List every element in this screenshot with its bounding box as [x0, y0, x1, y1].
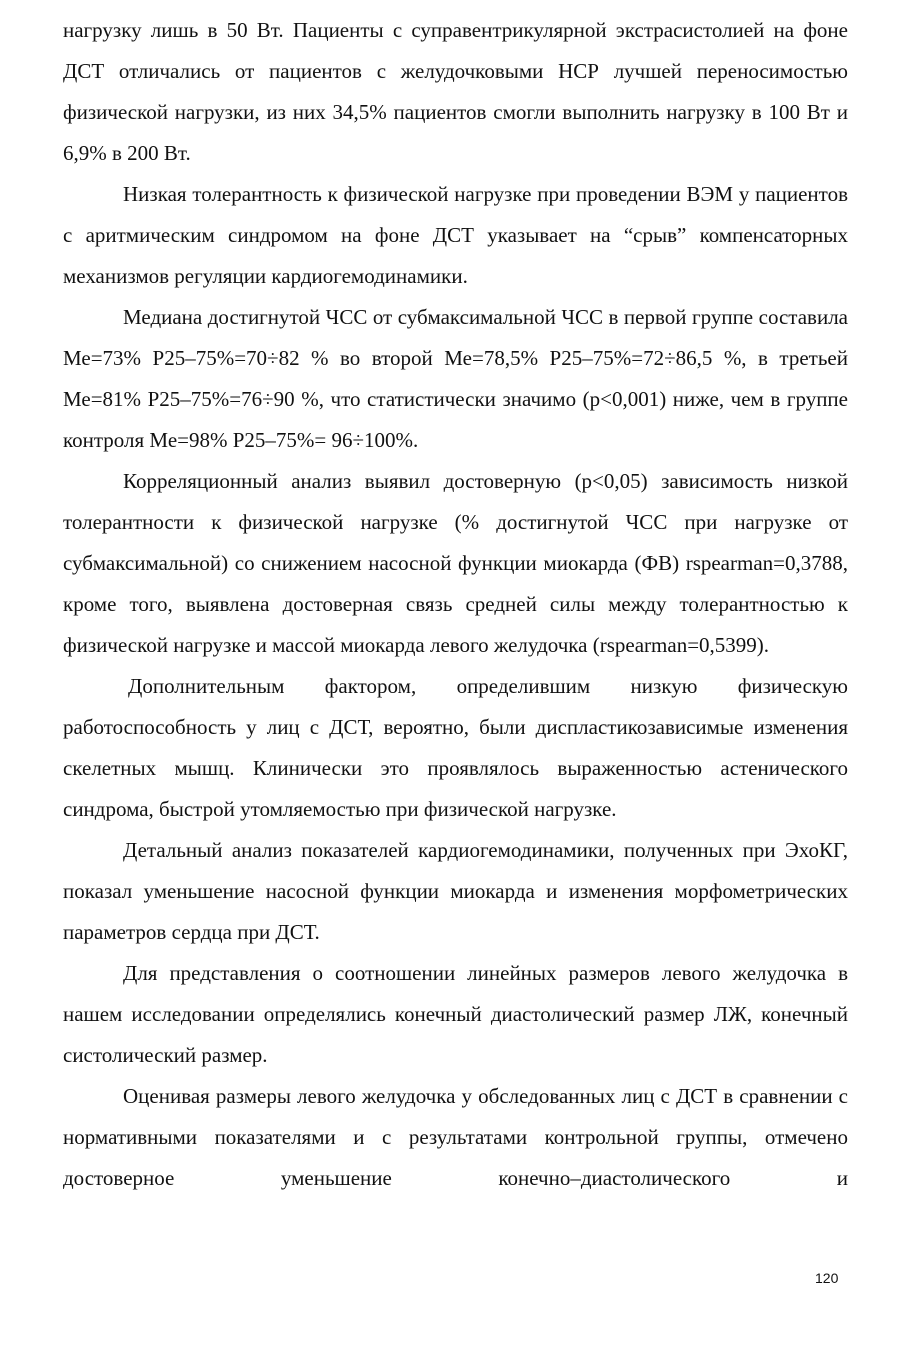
paragraph-8: Оценивая размеры левого желудочка у обследованных лиц с ДСТ в сравнении с нормативными показателями и с результатами контрольной группы, отмечено достоверное уменьшение конечно–диастолического и [63, 1084, 848, 1190]
paragraph-5: Дополнительным фактором, определившим низкую физическую работоспособность у лиц с ДСТ, вероятно, были диспластикозависимые изменения скелетных мышц. Клинически это проявлялось выраженностью астенического синдрома, быстрой утомляемостью при физической нагрузке. [63, 674, 848, 821]
paragraph-1: нагрузку лишь в 50 Вт. Пациенты с суправентрикулярной экстрасистолией на фоне ДСТ отличались от пациентов с желудочковыми НСР лучшей переносимостью физической нагрузки, из них 34,5% пациентов смогли выполнить нагрузку в 100 Вт и 6,9% в 200 Вт. [63, 18, 848, 165]
paragraph-3: Медиана достигнутой ЧСС от субмаксимальной ЧСС в первой группе составила Ме=73% Р25–75%=70÷82 % во второй Ме=78,5% Р25–75%=72÷86,5 %, в третьей Ме=81% Р25–75%=76÷90 %, что статистически значимо (р<0,001) ниже, чем в группе контроля Ме=98% Р25–75%= 96÷100%. [63, 305, 848, 452]
paragraph-4: Корреляционный анализ выявил достоверную (р<0,05) зависимость низкой толерантности к физической нагрузке (% достигнутой ЧСС при нагрузке от субмаксимальной) со снижением насосной функции миокарда (ФВ) rspearman=0,3788, кроме того, выявлена достоверная связь средней силы между толерантностью к физической нагрузке и массой миокарда левого желудочка (rspearman=0,5399). [63, 469, 848, 657]
paragraph-6: Детальный анализ показателей кардиогемодинамики, полученных при ЭхоКГ, показал уменьшение насосной функции миокарда и изменения морфометрических параметров сердца при ДСТ. [63, 838, 848, 944]
body-text [63, 10, 848, 1199]
paragraph-2: Низкая толерантность к физической нагрузке при проведении ВЭМ у пациентов с аритмическим синдромом на фоне ДСТ указывает на “срыв” компенсаторных механизмов регуляции кардиогемодинамики. [63, 182, 848, 288]
paragraph-7: Для представления о соотношении линейных размеров левого желудочка в нашем исследовании определялись конечный диастолический размер ЛЖ, конечный систолический размер. [63, 961, 848, 1067]
page-number: 120 [815, 1270, 839, 1286]
